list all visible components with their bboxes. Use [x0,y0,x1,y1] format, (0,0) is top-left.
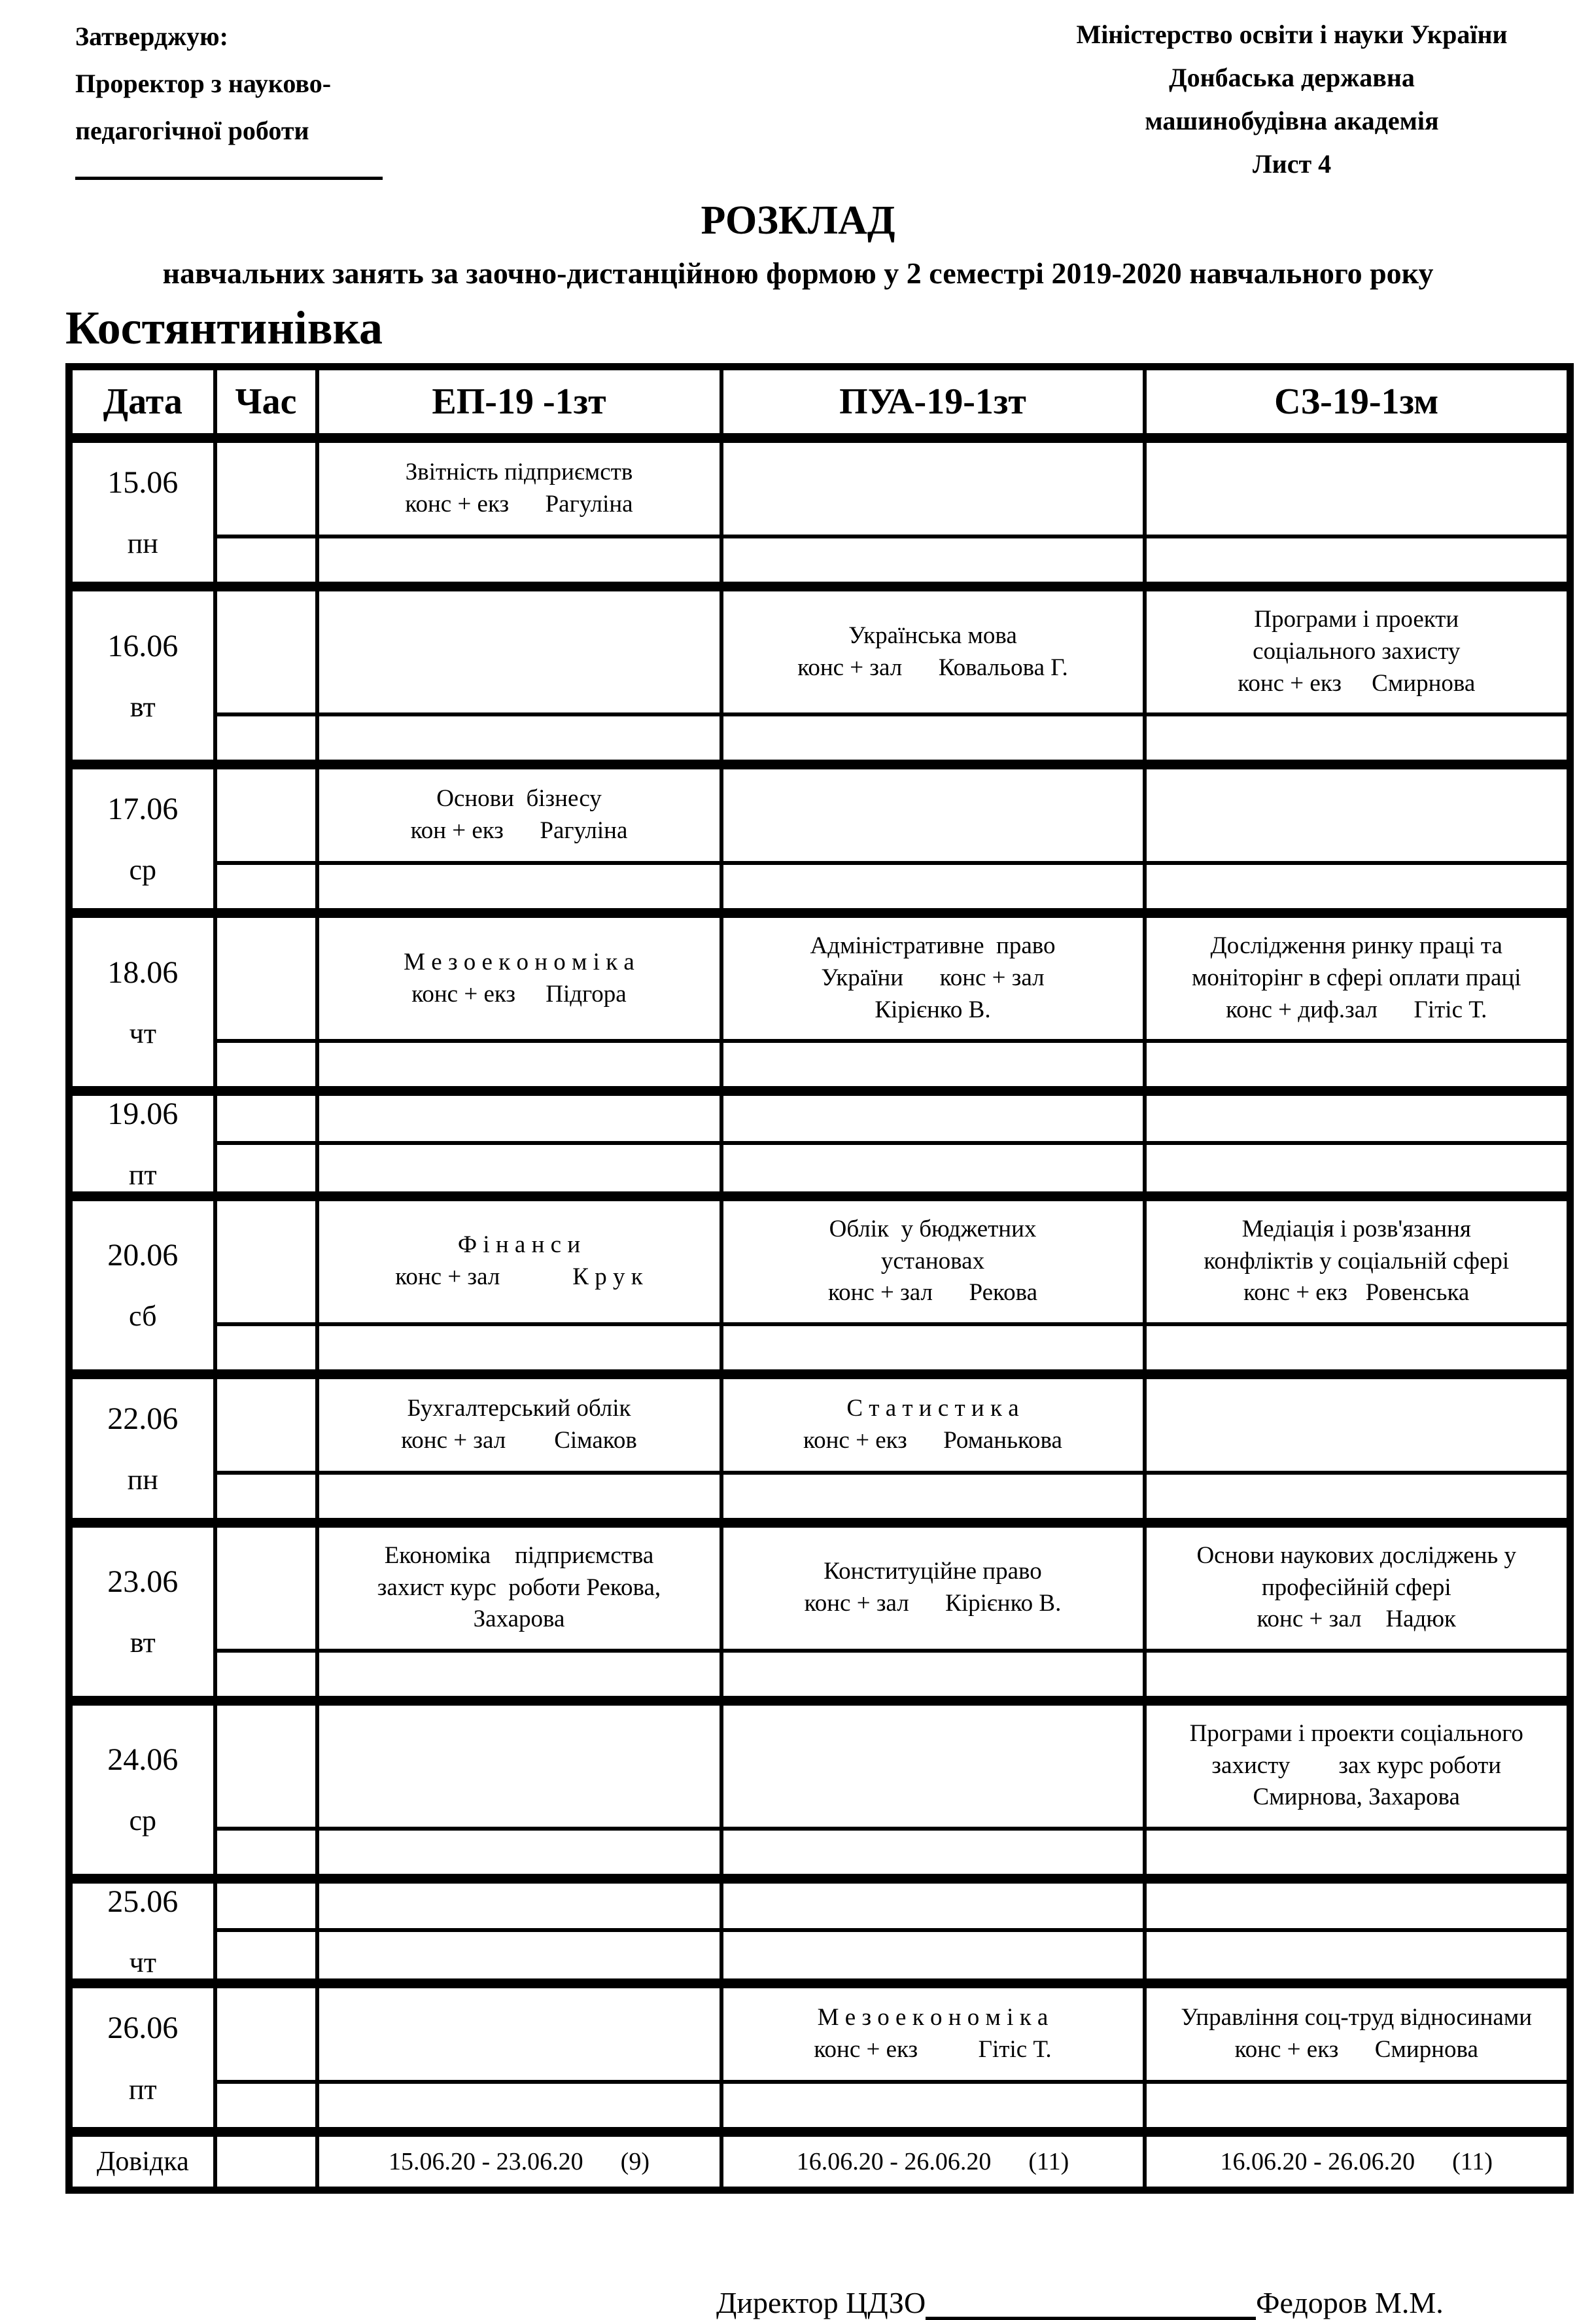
time-cell [215,1143,317,1196]
time-cell [215,1522,317,1651]
lesson-line: конс + екз Романькова [803,1426,1062,1454]
lesson-cell [317,2082,721,2132]
time-cell [215,1041,317,1091]
time-cell [215,1829,317,1879]
day-row-second-slot [69,1651,1570,1701]
column-header-time: Час [215,367,317,438]
time-cell [215,1324,317,1375]
date-day: вт [130,690,156,723]
day-row-second-slot [69,1143,1570,1196]
day-row [69,1700,1570,1829]
lesson-cell [317,863,721,913]
summary-label: Довідка [69,2132,215,2190]
time-cell [215,1091,317,1143]
lesson-line: конс + зал Надюк [1257,1606,1457,1633]
signature-line [926,2310,1256,2320]
lesson-cell [1145,1473,1570,1523]
date-number: 15.06 [107,465,179,501]
time-cell [215,1700,317,1829]
signature-row [716,2285,1596,2320]
time-cell [215,536,317,587]
date-day: пн [127,527,158,560]
lesson-cell [317,1984,721,2083]
lesson-cell [317,1878,721,1930]
date-day: пн [127,1463,158,1496]
day-row [69,913,1570,1042]
lesson-line: установах [880,1247,985,1274]
lesson-cell [317,1651,721,1701]
day-row [69,1374,1570,1473]
day-row-second-slot [69,1324,1570,1375]
lesson-cell [1145,1984,1570,2083]
column-header-date: Дата [69,367,215,438]
lesson-cell [1145,1651,1570,1701]
date-number: 22.06 [107,1401,179,1436]
ministry-line: Міністерство освіти і науки України [1076,20,1508,49]
day-row-second-slot [69,536,1570,587]
lesson-line: кон + екз Рагуліна [410,817,628,844]
lesson-line: Захарова [473,1606,565,1633]
day-row [69,1522,1570,1651]
date-number: 23.06 [107,1564,179,1600]
lesson-cell [317,1374,721,1473]
lesson-cell [1145,1522,1570,1651]
lesson-line: М е з о е к о н о м і к а [404,948,634,975]
lesson-line: конс + екз Підгора [411,980,627,1008]
lesson-cell [1145,913,1570,1042]
ministry-line: машинобудівна академія [1145,106,1439,135]
lesson-cell [721,1700,1145,1829]
day-row-second-slot [69,714,1570,765]
lesson-cell [317,1091,721,1143]
day-row-second-slot [69,1930,1570,1983]
lesson-line: Управління соц-труд відносинами [1181,2004,1533,2031]
sheet-number: Лист 4 [1252,149,1332,179]
lesson-line: захист курс роботи Рекова, [377,1573,661,1601]
lesson-line: С т а т и с т и к а [846,1394,1019,1422]
date-cell [69,1878,215,1984]
time-cell [215,913,317,1042]
director-name: Федоров М.М. [1256,2286,1444,2320]
date-day: чт [129,1017,156,1049]
lesson-line: захисту зах курс роботи [1211,1751,1502,1779]
date-day: чт [129,1946,156,1978]
lesson-line: конс + екз Смирнова [1234,2036,1478,2064]
lesson-cell [721,863,1145,913]
lesson-cell [721,913,1145,1042]
lesson-cell [1145,1878,1570,1930]
lesson-cell [1145,1324,1570,1375]
city-heading: Костянтинівка [65,302,383,354]
lesson-line: конс + зал Кірієнко В. [804,1590,1062,1617]
approval-line: педагогічної роботи [75,116,309,145]
lesson-line: Програми і проекти [1254,606,1459,633]
schedule-body [69,438,1570,2190]
date-day: вт [130,1626,156,1659]
day-row [69,765,1570,864]
approval-line: Проректор з науково- [75,69,332,98]
lesson-cell [317,536,721,587]
lesson-cell [721,1041,1145,1091]
lesson-line: конс + екз Рагуліна [405,491,633,518]
lesson-line: конс + зал К р у к [395,1263,643,1291]
lesson-cell [317,1930,721,1983]
lesson-cell [721,2082,1145,2132]
lesson-cell [317,1041,721,1091]
date-number: 26.06 [107,2011,179,2046]
lesson-line: конфліктів у соціальній сфері [1204,1247,1510,1274]
page-title: РОЗКЛАД [701,198,895,243]
page-header [0,0,1596,186]
date-number: 18.06 [107,955,179,990]
lesson-cell [721,1930,1145,1983]
lesson-cell [1145,438,1570,537]
date-day: ср [129,1804,157,1837]
lesson-cell [721,536,1145,587]
lesson-cell [1145,714,1570,765]
lesson-cell [1145,1829,1570,1879]
lesson-cell [317,1829,721,1879]
lesson-line: Основи бізнесу [436,785,602,813]
lesson-cell [317,1473,721,1523]
day-row-second-slot [69,2082,1570,2132]
day-row [69,587,1570,715]
lesson-line: Облік у бюджетних [829,1215,1037,1242]
summary-cell [317,2132,721,2190]
approval-line: Затверджую: [75,22,228,51]
date-number: 19.06 [107,1097,179,1131]
lesson-line: Конституційне право [824,1558,1042,1585]
lesson-cell [1145,765,1570,864]
date-day: пт [128,2073,157,2105]
day-row-second-slot [69,1041,1570,1091]
lesson-cell [1145,1196,1570,1324]
day-row [69,1984,1570,2083]
lesson-line: України конс + зал [821,964,1045,992]
lesson-cell [721,438,1145,537]
lesson-cell [317,714,721,765]
time-cell [215,1374,317,1473]
lesson-cell [1145,1041,1570,1091]
column-header-group-pua: ПУА-19-1зт [721,367,1145,438]
lesson-cell [1145,587,1570,715]
time-cell [215,438,317,537]
day-row [69,1091,1570,1143]
lesson-line: Бухгалтерський облік [407,1394,631,1422]
lesson-line: Програми і проекти соціального [1189,1719,1523,1747]
lesson-cell [317,1700,721,1829]
time-cell [215,2132,317,2190]
date-day: пт [128,1159,157,1191]
date-number: 25.06 [107,1884,179,1919]
lesson-line: Кірієнко В. [875,996,991,1023]
signature-line [75,154,383,180]
day-row-second-slot [69,863,1570,913]
lesson-cell [1145,1143,1570,1196]
day-row-second-slot [69,1473,1570,1523]
lesson-cell [1145,2082,1570,2132]
lesson-cell [721,1324,1145,1375]
lesson-cell [721,1473,1145,1523]
header-row [69,367,1570,438]
date-cell [69,1984,215,2132]
ministry-block [1033,13,1550,186]
date-cell [69,1374,215,1522]
time-cell [215,714,317,765]
date-cell [69,913,215,1091]
lesson-cell [721,1522,1145,1651]
lesson-line: конс + зал Сімаков [401,1426,637,1454]
lesson-cell [721,765,1145,864]
time-cell [215,1930,317,1983]
lesson-cell [721,1143,1145,1196]
ministry-line: Донбаська державна [1169,63,1415,92]
lesson-cell [721,714,1145,765]
lesson-cell [1145,1091,1570,1143]
time-cell [215,863,317,913]
date-number: 17.06 [107,792,179,827]
time-cell [215,1878,317,1930]
day-row [69,1878,1570,1930]
date-cell [69,1700,215,1878]
lesson-cell [721,1829,1145,1879]
summary-cell [1145,2132,1570,2190]
director-label: Директор ЦДЗО [716,2286,926,2320]
summary-value: 16.06.20 - 26.06.20 (11) [796,2148,1069,2176]
lesson-line: Медіація і розв'язання [1241,1215,1471,1242]
lesson-cell [1145,1700,1570,1829]
lesson-cell [1145,863,1570,913]
lesson-cell [721,1091,1145,1143]
lesson-cell [317,765,721,864]
lesson-line: Дослідження ринку праці та [1210,932,1502,960]
date-number: 16.06 [107,628,179,663]
date-day: сб [129,1300,157,1333]
lesson-cell [721,1196,1145,1324]
lesson-line: Українська мова [848,622,1017,649]
summary-value: 15.06.20 - 23.06.20 (9) [389,2148,650,2176]
lesson-line: Смирнова, Захарова [1253,1784,1460,1811]
lesson-line: моніторінг в сфері оплати праці [1192,964,1521,992]
lesson-cell [721,1878,1145,1930]
lesson-line: конс + диф.зал Гітіс Т. [1226,996,1487,1023]
lesson-cell [721,587,1145,715]
time-cell [215,1196,317,1324]
date-cell [69,1091,215,1197]
lesson-line: конс + екз Смирнова [1238,669,1476,697]
lesson-line: конс + екз Ровенська [1243,1279,1470,1307]
lesson-line: Ф і н а н с и [457,1231,581,1259]
lesson-cell [1145,536,1570,587]
lesson-line: М е з о е к о н о м і к а [817,2004,1049,2031]
day-row [69,1196,1570,1324]
date-cell [69,438,215,587]
lesson-line: конс + зал Рекова [827,1279,1038,1307]
lesson-line: соціального захисту [1253,638,1461,665]
lesson-line: Економіка підприємства [384,1541,654,1569]
time-cell [215,2082,317,2132]
lesson-line: Звітність підприємств [405,459,633,486]
column-header-group-ep: ЕП-19 -1зт [317,367,721,438]
lesson-line: Адміністративне право [810,932,1056,960]
lesson-cell [1145,1374,1570,1473]
time-cell [215,1473,317,1523]
time-cell [215,587,317,715]
summary-value: 16.06.20 - 26.06.20 (11) [1220,2148,1493,2176]
date-cell [69,765,215,913]
lesson-cell [317,1522,721,1651]
lesson-cell [317,587,721,715]
date-number: 24.06 [107,1742,179,1778]
date-number: 20.06 [107,1238,179,1273]
time-cell [215,1984,317,2083]
lesson-line: конс + зал Ковальова Г. [797,654,1068,681]
lesson-line: професійній сфері [1261,1573,1451,1601]
time-cell [215,765,317,864]
page-subtitle: навчальних занять за заочно-дистанційною формою у 2 семестрі 2019-2020 навчального року [162,256,1434,290]
date-day: ср [129,854,157,887]
schedule-table [65,363,1574,2194]
summary-cell [721,2132,1145,2190]
time-cell [215,1651,317,1701]
lesson-line: Основи наукових досліджень у [1196,1541,1517,1569]
lesson-cell [317,1143,721,1196]
day-row [69,438,1570,537]
summary-row [69,2132,1570,2190]
column-header-group-sz: СЗ-19-1зм [1145,367,1570,438]
lesson-line: конс + екз Гітіс Т. [814,2036,1052,2064]
lesson-cell [317,1324,721,1375]
lesson-cell [721,1984,1145,2083]
lesson-cell [721,1374,1145,1473]
approval-block [75,13,383,180]
lesson-cell [721,1651,1145,1701]
date-cell [69,587,215,765]
lesson-cell [1145,1930,1570,1983]
lesson-cell [317,913,721,1042]
date-cell [69,1522,215,1700]
day-row-second-slot [69,1829,1570,1879]
date-cell [69,1196,215,1374]
lesson-cell [317,438,721,537]
lesson-cell [317,1196,721,1324]
